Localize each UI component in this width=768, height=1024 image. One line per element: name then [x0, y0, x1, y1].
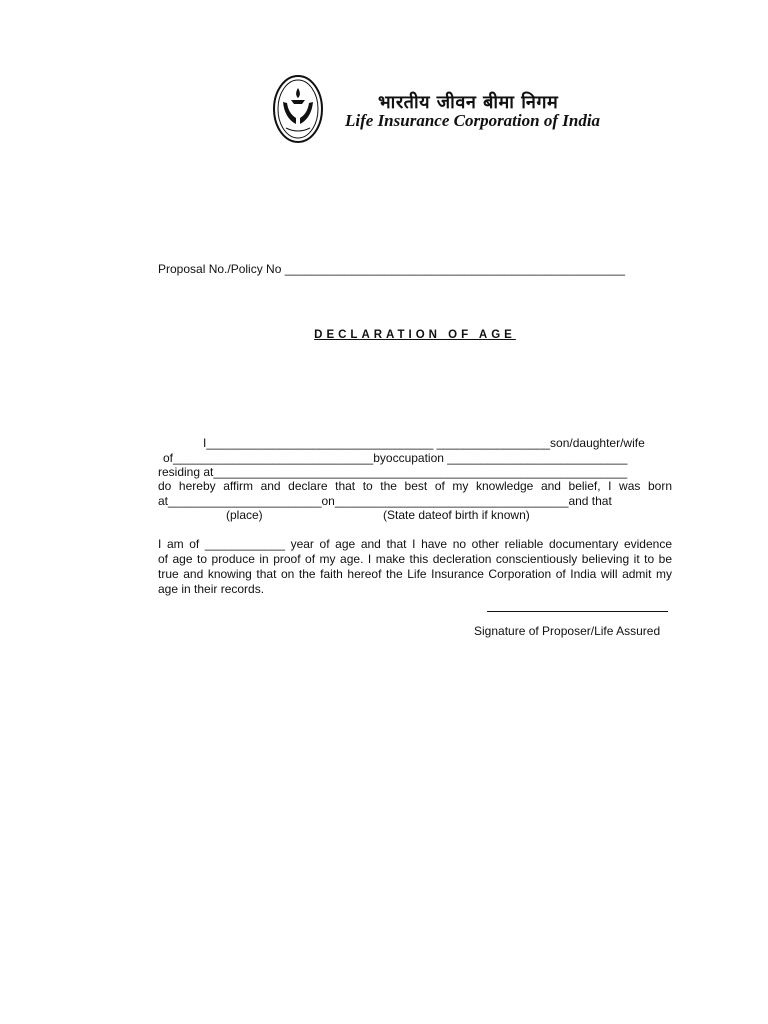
age-paragraph: [158, 537, 672, 597]
declaration-line-3: residing at______________________________________________________________: [158, 465, 628, 479]
lic-logo-icon: [272, 74, 324, 144]
declaration-line-1: I__________________________________ _________________son/daughter/wife: [203, 436, 645, 450]
declaration-line-4: do hereby affirm and declare that to the best of my knowledge and belief, I was born: [158, 479, 672, 493]
signature-label: Signature of Proposer/Life Assured: [474, 624, 661, 638]
caption-date-of-birth: (State dateof birth if known): [383, 508, 530, 522]
signature-line: [487, 611, 668, 612]
declaration-line-2: of______________________________byoccupation ___________________________: [163, 451, 628, 465]
declaration-line-5: at_______________________on___________________________________and that: [158, 494, 612, 508]
age-paragraph-first-line: I am of ____________ year of age and that I have no other reliable documentary evidence: [158, 537, 672, 551]
caption-place: (place): [226, 508, 263, 522]
org-name-hindi: भारतीय जीवन बीमा निगम: [378, 92, 559, 113]
age-paragraph-body: of age to produce in proof of my age. I make this decleration conscientiously believing it to be true and knowing that on the faith hereof the Life Insurance Corporation of India will admit my age in their records.: [158, 552, 672, 596]
page-title: DECLARATION OF AGE: [314, 329, 516, 341]
proposal-policy-number-line: Proposal No./Policy No ___________________________________________________: [158, 262, 626, 276]
org-name-english: Life Insurance Corporation of India: [345, 111, 601, 130]
